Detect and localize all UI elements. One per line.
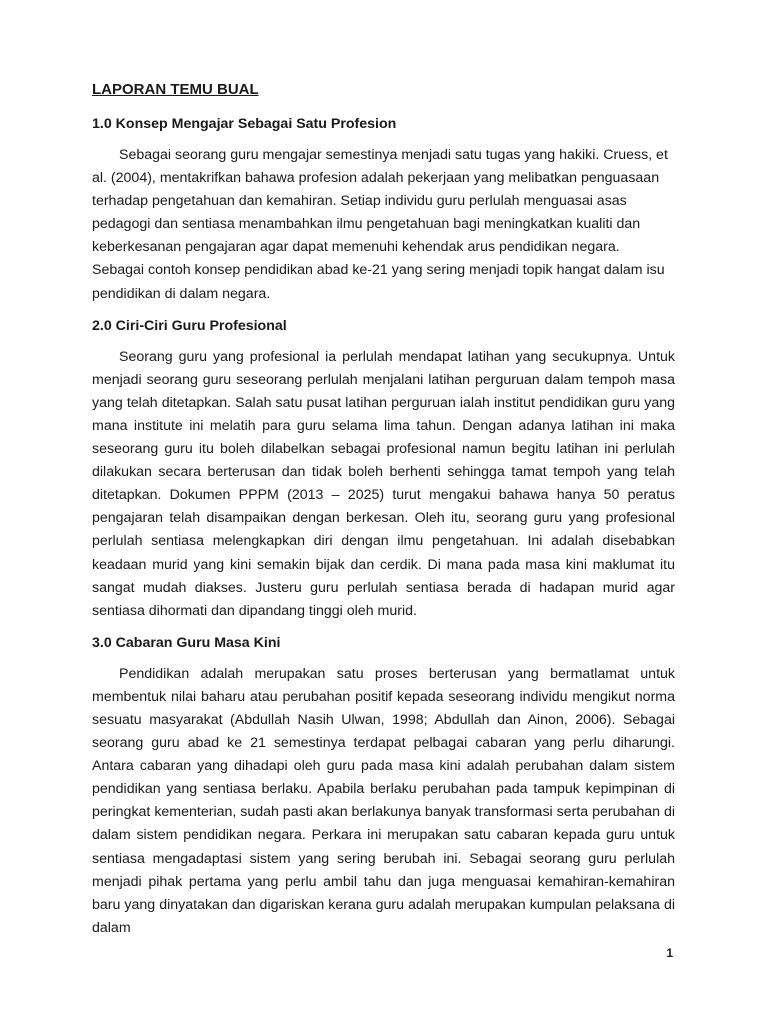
- section-heading: 3.0 Cabaran Guru Masa Kini: [92, 634, 281, 651]
- document-page: [92, 80, 675, 950]
- section-paragraph: Seorang guru yang profesional ia perlulah mendapat latihan yang secukupnya. Untuk menjadi seorang guru seseorang perlulah menjalani latihan perguruan dalam tempoh masa yang telah ditetapkan. Salah satu pusat latihan perguruan ialah institut pendidikan guru yang mana institute ini melatih para guru selama lima tahun. Dengan adanya latihan ini maka seseorang guru itu boleh dilabelkan sebagai profesional namun begitu latihan ini perlulah dilakukan secara berterusan dan tidak boleh berhenti sehingga tamat tempoh yang telah ditetapkan. Dokumen PPPM (2013 – 2025) turut mengakui bahawa hanya 50 peratus pengajaran telah disampaikan dengan berkesan. Oleh itu, seorang guru yang profesional perlulah sentiasa melengkapkan diri dengan ilmu pengetahuan. Ini adalah disebabkan keadaan murid yang kini semakin bijak dan cerdik. Di mana pada masa kini maklumat itu sangat mudah diakses. Justeru guru perlulah sentiasa berada di hadapan murid agar sentiasa dihormati dan dipandang tinggi oleh murid.: [92, 348, 675, 619]
- section-2: [92, 316, 675, 623]
- section-paragraph: Pendidikan adalah merupakan satu proses berterusan yang bermatlamat untuk membentuk nilai baharu atau perubahan positif kepada seseorang individu mengikut norma sesuatu masyarakat (Abdullah Nasih Ulwan, 1998; Abdullah dan Ainon, 2006). Sebagai seorang guru abad ke 21 semestinya terdapat pelbagai cabaran yang perlu diharungi. Antara cabaran yang dihadapi oleh guru pada masa kini adalah perubahan dalam sistem pendidikan yang sentiasa berlaku. Apabila berlaku perubahan pada tampuk kepimpinan di peringkat kementerian, sudah pasti akan berlakunya banyak transformasi serta perubahan di dalam sistem pendidikan negara. Perkara ini merupakan satu cabaran kepada guru untuk sentiasa mengadaptasi sistem yang sering berubah ini. Sebagai seorang guru perlulah menjadi pihak pertama yang perlu ambil tahu dan juga menguasai kemahiran-kemahiran baru yang dinyatakan dan digariskan kerana guru adalah merupakan kumpulan pelaksana di dalam: [92, 665, 675, 936]
- section-heading: 2.0 Ciri-Ciri Guru Profesional: [92, 317, 287, 334]
- section-3: [92, 633, 675, 940]
- document-title: LAPORAN TEMU BUAL: [92, 81, 259, 98]
- section-heading: 1.0 Konsep Mengajar Sebagai Satu Profesion: [92, 116, 397, 132]
- page-number: 1: [666, 946, 673, 960]
- section-1: [92, 114, 675, 306]
- section-paragraph: Sebagai seorang guru mengajar semestinya menjadi satu tugas yang hakiki. Cruess, et al. (2004), mentakrifkan bahawa profesion adalah pekerjaan yang melibatkan penguasaan terhadap pengetahuan dan kemahiran. Setiap individu guru perlulah menguasai asas pedagogi dan sentiasa menambahkan ilmu pengetahuan bagi meningkatkan kualiti dan keberkesanan pengajaran agar dapat memenuhi kehendak arus pendidikan negara. Sebagai contoh konsep pendidikan abad ke-21 yang sering menjadi topik hangat dalam isu pendidikan di dalam negara.: [92, 147, 668, 302]
